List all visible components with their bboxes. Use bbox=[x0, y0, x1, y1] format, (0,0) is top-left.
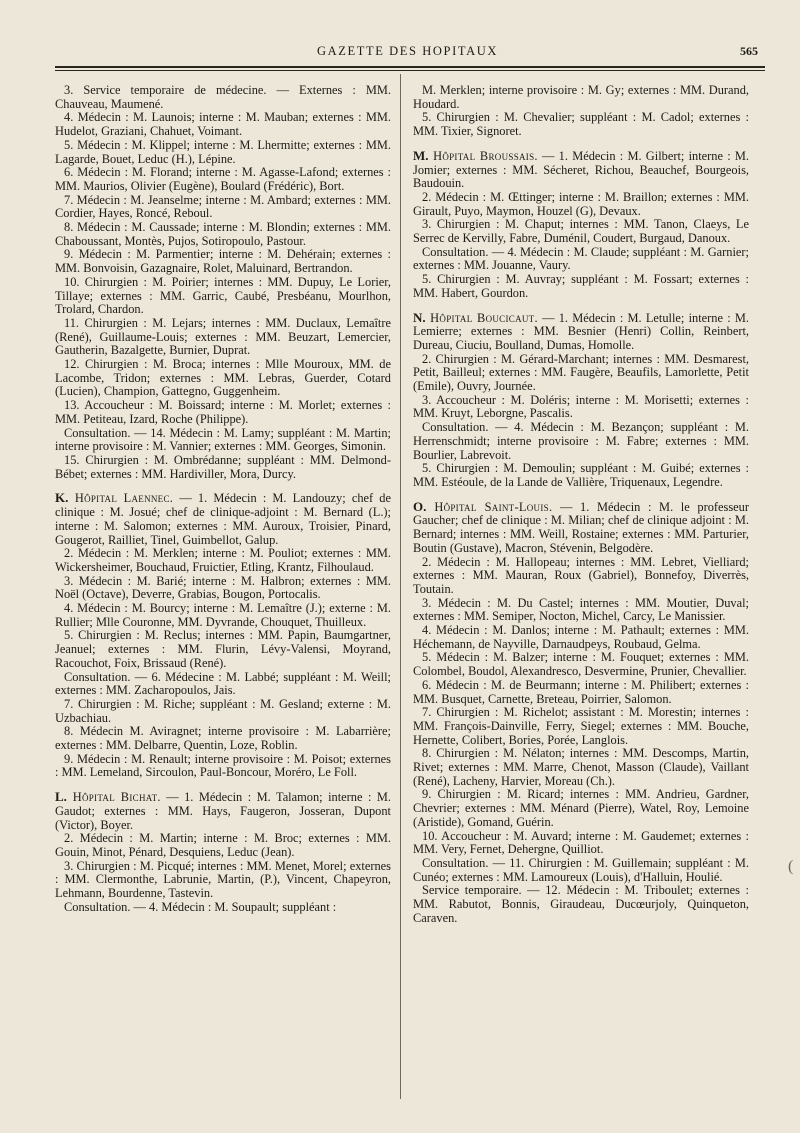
page-header bbox=[55, 44, 760, 64]
service-entry: 2. Chirurgien : M. Gérard-Marchant; internes : MM. Desmarest, Petit, Bailleul; externes : MM. Faugère, Beaufils, Lamorlette, Petit (Emile), Ouvry, Journée. bbox=[413, 351, 749, 394]
right-column bbox=[413, 84, 749, 925]
header-rule-thin bbox=[55, 70, 765, 71]
service-entry: Consultation. — 4. Médecin : M. Soupault; suppléant : bbox=[64, 899, 337, 914]
service-entry: 11. Chirurgien : M. Lejars; internes : MM. Duclaux, Lemaître (René), Guillaume-Louis; externes : MM. Beuzart, Lemercier, Gautherin, Bazalgette, Burnier, Duprat. bbox=[55, 315, 391, 358]
service-entry: 2. Médecin : M. Hallopeau; internes : MM. Lebret, Vielliard; externes : MM. Mauran, Roux (Gabriel), Bonnefoy, Diverrès, Toutain. bbox=[413, 554, 749, 596]
service-entry: 9. Médecin : M. Renault; interne provisoire : M. Poisot; externes : MM. Lemeland, Sircoulon, Paul-Boncour, Moréro, Le Foll. bbox=[55, 751, 391, 780]
hospital-name: Hôpital Bichat. bbox=[66, 790, 161, 805]
hospital-section-heading bbox=[413, 149, 749, 191]
section-letter: N. bbox=[413, 309, 426, 325]
header-rule-thick bbox=[55, 66, 765, 68]
service-entry: 2. Médecin : M. Œttinger; interne : M. Braillon; externes : MM. Girault, Puyo, Maymon, Houzel (G), Devaux. bbox=[413, 189, 749, 218]
service-entry: Consultation. — 6. Médecine : M. Labbé; suppléant : M. Weill; externes : MM. Zacharopoulos, Jais. bbox=[55, 669, 391, 698]
service-entry: 4. Médecin : M. Danlos; interne : M. Pathault; externes : MM. Héchemann, de Nayville, Darnaudpeys, Roubaud, Gelma. bbox=[413, 623, 749, 651]
service-entry: 8. Chirurgien : M. Nélaton; internes : MM. Descomps, Martin, Rivet; externes : MM. Marre, Chenot, Masson (Claude), Vaillant (René), Lacheny, Harvier, Moreau (Ch.). bbox=[413, 746, 749, 788]
service-entry: 8. Médecin : M. Caussade; interne : M. Blondin; externes : MM. Chaboussant, Montès, Pujos, Sotiropoulo, Pastour. bbox=[55, 220, 391, 248]
service-entry: 5. Chirurgien : M. Reclus; internes : MM. Papin, Baumgartner, Jeanuel; externes : MM. Flurin, Lévy-Valensi, Moyrand, Racouchot, Foix, Brissaud (René). bbox=[55, 628, 391, 670]
hospital-name: Hôpital Broussais. bbox=[428, 148, 538, 163]
service-entry: 6. Médecin : M. de Beurmann; interne : M. Philibert; externes : MM. Busquet, Carnette, Breteau, Poirrier, Salomon. bbox=[413, 677, 749, 706]
service-entry: 4. Médecin : M. Bourcy; interne : M. Lemaître (J.); externe : M. Rullier; Mlle Couronne, MM. Dyvrande, Chouquet, Thuilleux. bbox=[55, 601, 391, 629]
service-entry: Consultation. — 4. Médecin : M. Bezançon; suppléant : M. Herrenschmidt; interne provisoire : M. Fabre; externes : MM. Bourlier, Labrevoit. bbox=[413, 420, 749, 462]
hospital-name: Hôpital Saint-Louis. bbox=[426, 499, 553, 514]
service-entry: 9. Médecin : M. Parmentier; interne : M. Dehérain; externes : MM. Bonvoisin, Gazagnaire, Rolet, Maluinard, Bertrandon. bbox=[55, 247, 391, 276]
service-entry: 9. Chirurgien : M. Ricard; internes : MM. Andrieu, Gardner, Chevrier; externes : MM. Ménard (Pierre), Watel, Roy, Lemoine (Aristide), Gomand, Guérin. bbox=[413, 787, 749, 829]
service-entry: Consultation. — 14. Médecin : M. Lamy; suppléant : M. Martin; interne provisoire : M. Vannier; externes : MM. Georges, Simonin. bbox=[55, 425, 391, 454]
service-entry: 15. Chirurgien : M. Ombrédanne; suppléant : MM. Delmond-Bébet; externes : MM. Hardiviller, Mora, Durcy. bbox=[55, 452, 391, 481]
hospital-section-heading bbox=[413, 311, 749, 353]
service-entry: 8. Médecin M. Aviragnet; interne provisoire : M. Labarrière; externes : MM. Delbarre, Quentin, Loze, Roblin. bbox=[55, 724, 391, 753]
section-text: — 1. Médecin : M. Talamon; interne : M. Gaudot; externes : MM. Hays, Faugeron, Josseran, Dupont (Victor), Boyer. bbox=[55, 790, 391, 832]
section-letter: M. bbox=[413, 147, 429, 163]
section-letter: O. bbox=[413, 498, 427, 514]
service-entry: M. Merklen; interne provisoire : M. Gy; externes : MM. Durand, Houdard. bbox=[413, 83, 749, 111]
hospital-section-heading bbox=[55, 491, 391, 547]
service-entry: 3. Accoucheur : M. Doléris; interne : M. Morisetti; externes : MM. Kruyt, Leborgne, Pascalis. bbox=[413, 392, 749, 421]
service-entry: 12. Chirurgien : M. Broca; internes : Mlle Mouroux, MM. de Lacombe, Tridon; externes : MM. Lebras, Guerder, Cotard (Lucien), Champion, Gattegno, Guggenheim. bbox=[55, 357, 391, 399]
service-entry: 5. Chirurgien : M. Demoulin; suppléant : M. Guibé; externes : MM. Estéoule, de la Lande de Vallière, Triquenaux, Legendre. bbox=[413, 461, 749, 489]
section-text: — 1. Médecin : M. Landouzy; chef de clinique : M. Josué; chef de clinique-adjoint : M. Bernard (L.); interne : M. Salomon; externes : MM. Auroux, Troisier, Pinard, Gougerot, Railliet, Tinel, Guimbellot, Galup. bbox=[55, 491, 391, 547]
margin-mark: ( bbox=[788, 858, 794, 875]
hospital-section-heading bbox=[413, 500, 749, 556]
service-entry: Consultation. — 4. Médecin : M. Claude; suppléant : M. Garnier; externes : MM. Jouanne, Vaury. bbox=[413, 244, 749, 273]
service-entry: 4. Médecin : M. Launois; interne : M. Mauban; externes : MM. Hudelot, Graziani, Chahuet, Voimant. bbox=[55, 110, 391, 139]
service-entry: 2. Médecin : M. Martin; interne : M. Broc; externes : MM. Gouin, Minot, Pénard, Desquiens, Leduc (Jean). bbox=[55, 831, 391, 859]
service-entry: 5. Chirurgien : M. Auvray; suppléant : M. Fossart; externes : MM. Habert, Gourdon. bbox=[413, 272, 749, 300]
section-text: — 1. Médecin : M. le professeur Gaucher; chef de clinique : M. Milian; chef de clinique adjoint : M. Bernard; internes : MM. Weill, Rostaine; externes : MM. Parturier, Boutin (Gustave), Macron, Stévenin, Belgodère. bbox=[413, 499, 750, 555]
service-entry: Service temporaire. — 12. Médecin : M. Triboulet; externes : MM. Rabutot, Bonnis, Giraudeau, Ducœurjoly, Quinqueton, Caraven. bbox=[413, 883, 749, 925]
hospital-name: Hôpital Boucicaut. bbox=[425, 310, 538, 325]
service-entry: 5. Chirurgien : M. Chevalier; suppléant : M. Cadol; externes : MM. Tixier, Signoret. bbox=[413, 110, 749, 139]
service-entry: 3. Service temporaire de médecine. — Externes : MM. Chauveau, Maumené. bbox=[55, 83, 391, 111]
service-entry: 10. Accoucheur : M. Auvard; interne : M. Gaudemet; externes : MM. Very, Fernet, Dehergne, Quilliot. bbox=[413, 828, 749, 857]
hospital-section-heading bbox=[55, 790, 391, 832]
service-entry: 5. Médecin : M. Klippel; interne : M. Lhermitte; externes : MM. Lagarde, Bouet, Leduc (H.), Lépine. bbox=[55, 137, 391, 166]
section-text: — 1. Médecin : M. Gilbert; interne : M. Jomier; externes : MM. Sécheret, Richou, Beauchef, Bourgeois, Baudouin. bbox=[413, 148, 750, 191]
service-entry: 2. Médecin : M. Merklen; interne : M. Pouliot; externes : MM. Wickersheimer, Bouchaud, Fruictier, Etling, Krantz, Filhoulaud. bbox=[55, 546, 391, 574]
left-column bbox=[55, 84, 391, 914]
section-text: — 1. Médecin : M. Letulle; interne : M. Lemierre; externes : MM. Besnier (Henri) Collin, Reinbert, Dureau, Ciuciu, Boulland, Dumas, Homolle. bbox=[413, 310, 750, 352]
section-letter: K. bbox=[55, 490, 69, 506]
column-divider bbox=[400, 74, 401, 1099]
service-entry: 5. Médecin : M. Balzer; interne : M. Fouquet; externes : MM. Colombel, Boudol, Alexandresco, Desvermine, Prunier, Chevallier. bbox=[413, 650, 749, 679]
service-entry: 6. Médecin : M. Florand; interne : M. Agasse-Lafond; externes : MM. Maurios, Olivier (Eugène), Boulard (Frédéric), Bort. bbox=[55, 165, 391, 193]
running-title: GAZETTE DES HOPITAUX bbox=[317, 44, 498, 58]
service-entry: 3. Médecin : M. Du Castel; internes : MM. Moutier, Duval; externes : MM. Semiper, Nocton, Michel, Carcy, Le Manissier. bbox=[413, 595, 749, 624]
service-entry: 3. Médecin : M. Barié; interne : M. Halbron; externes : MM. Noël (Octave), Deverre, Grabias, Bougon, Portocalis. bbox=[55, 573, 391, 602]
service-entry: 7. Chirurgien : M. Riche; suppléant : M. Gesland; externe : M. Uzbachiau. bbox=[55, 696, 391, 725]
service-entry: 3. Chirurgien : M. Picqué; internes : MM. Menet, Morel; externes : MM. Clermonthe, Labrunie, Martin, (P.), Vincent, Chapeyron, Lehmann, Bourdenne, Tastevin. bbox=[55, 858, 391, 901]
page-number: 565 bbox=[740, 44, 758, 58]
service-entry: 13. Accoucheur : M. Boissard; interne : M. Morlet; externes : MM. Petiteau, Izard, Roche (Philippe). bbox=[55, 398, 391, 426]
section-letter: L. bbox=[55, 789, 67, 805]
hospital-name: Hôpital Laennec. bbox=[68, 491, 174, 506]
service-entry: 7. Médecin : M. Jeanselme; interne : M. Ambard; externes : MM. Cordier, Hayes, Roncé, Reboul. bbox=[55, 192, 391, 221]
service-entry: 7. Chirurgien : M. Richelot; assistant : M. Morestin; internes : MM. François-Dainville, Ferry, Siegel; externes : MM. Bouche, Hernette, Colibert, Bories, Porée, Langlois. bbox=[413, 705, 749, 747]
service-entry: 10. Chirurgien : M. Poirier; internes : MM. Dupuy, Le Lorier, Tillaye; externes : MM. Garric, Caubé, Presbéanu, Mourlhon, Trolard, Chardon. bbox=[55, 274, 391, 317]
service-entry: 3. Chirurgien : M. Chaput; internes : MM. Tanon, Claeys, Le Serrec de Kervilly, Fabre, Duménil, Coudert, Burgaud, Danoux. bbox=[413, 217, 749, 246]
service-entry: Consultation. — 11. Chirurgien : M. Guillemain; suppléant : M. Cunéo; externes : MM. Lamoureux (Louis), d'Halluin, Houlié. bbox=[413, 855, 749, 884]
